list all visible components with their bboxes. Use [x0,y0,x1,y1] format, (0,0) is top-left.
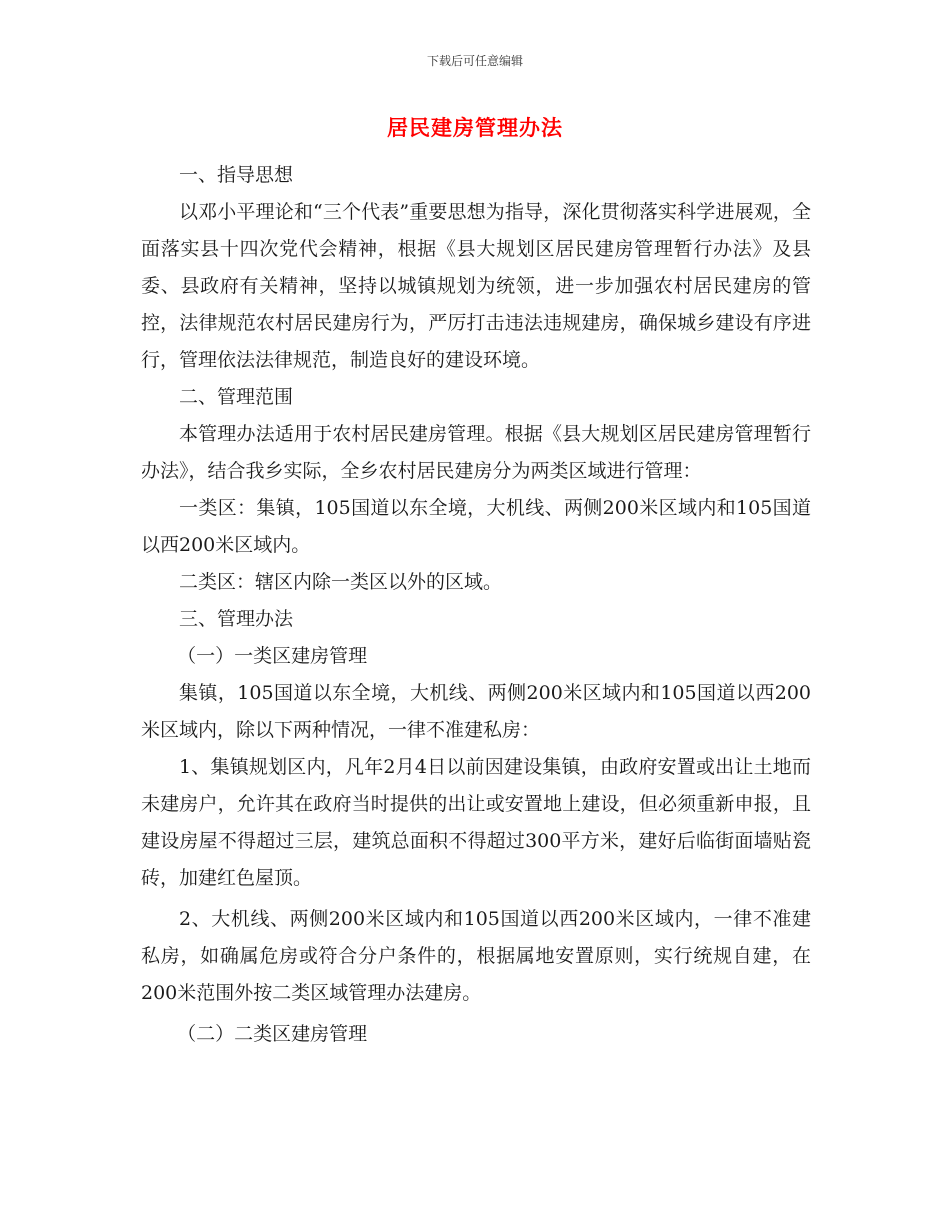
paragraph-guiding-thought: 以邓小平理论和“三个代表”重要思想为指导，深化贯彻落实科学进展观，全面落实县十四次党代会精神，根据《县大规划区居民建房管理暂行办法》及县委、县政府有关精神，坚持以城镇规划为统领，进一步加强农村居民建房的管控，法律规范农村居民建房行为，严厉打击违法违规建房，确保城乡建设有序进行，管理依法法律规范，制造良好的建设环境。 [141,201,811,371]
paragraph-rule-two: 2、大机线、两侧200米区域内和105国道以西200米区域内，一律不准建私房，如确属危房或符合分户条件的，根据属地安置原则，实行统规自建，在200米范围外按二类区域管理办法建房。 [141,908,811,1004]
section-heading-guiding-thought: 一、指导思想 [179,164,294,186]
paragraph-scope: 本管理办法适用于农村居民建房管理。根据《县大规划区居民建房管理暂行办法》，结合我乡实际，全乡农村居民建房分为两类区域进行管理： [141,423,811,482]
document-body [141,157,811,1053]
subsection-heading-zone-one: （一）一类区建房管理 [177,645,368,667]
paragraph-zone-two: 二类区：辖区内除一类区以外的区域。 [179,571,503,593]
paragraph-zone-one: 一类区：集镇，105国道以东全境，大机线、两侧200米区域内和105国道以西200米区域内。 [141,497,811,556]
paragraph-zone-one-rules: 集镇，105国道以东全境，大机线、两侧200米区域内和105国道以西200米区域内，除以下两种情况，一律不准建私房： [141,682,811,741]
paragraph-rule-one: 1、集镇规划区内，凡年2月4日以前因建设集镇，由政府安置或出让土地而未建房户，允许其在政府当时提供的出让或安置地上建设，但必须重新申报，且建设房屋不得超过三层，建筑总面积不得超过300平方米，建好后临街面墙贴瓷砖，加建红色屋顶。 [141,756,811,889]
section-heading-methods: 三、管理办法 [179,608,294,630]
header-note: 下载后可任意编辑 [426,54,523,68]
document-title: 居民建房管理办法 [387,116,563,140]
section-heading-scope: 二、管理范围 [179,386,294,408]
subsection-heading-zone-two: （二）二类区建房管理 [177,1023,368,1045]
